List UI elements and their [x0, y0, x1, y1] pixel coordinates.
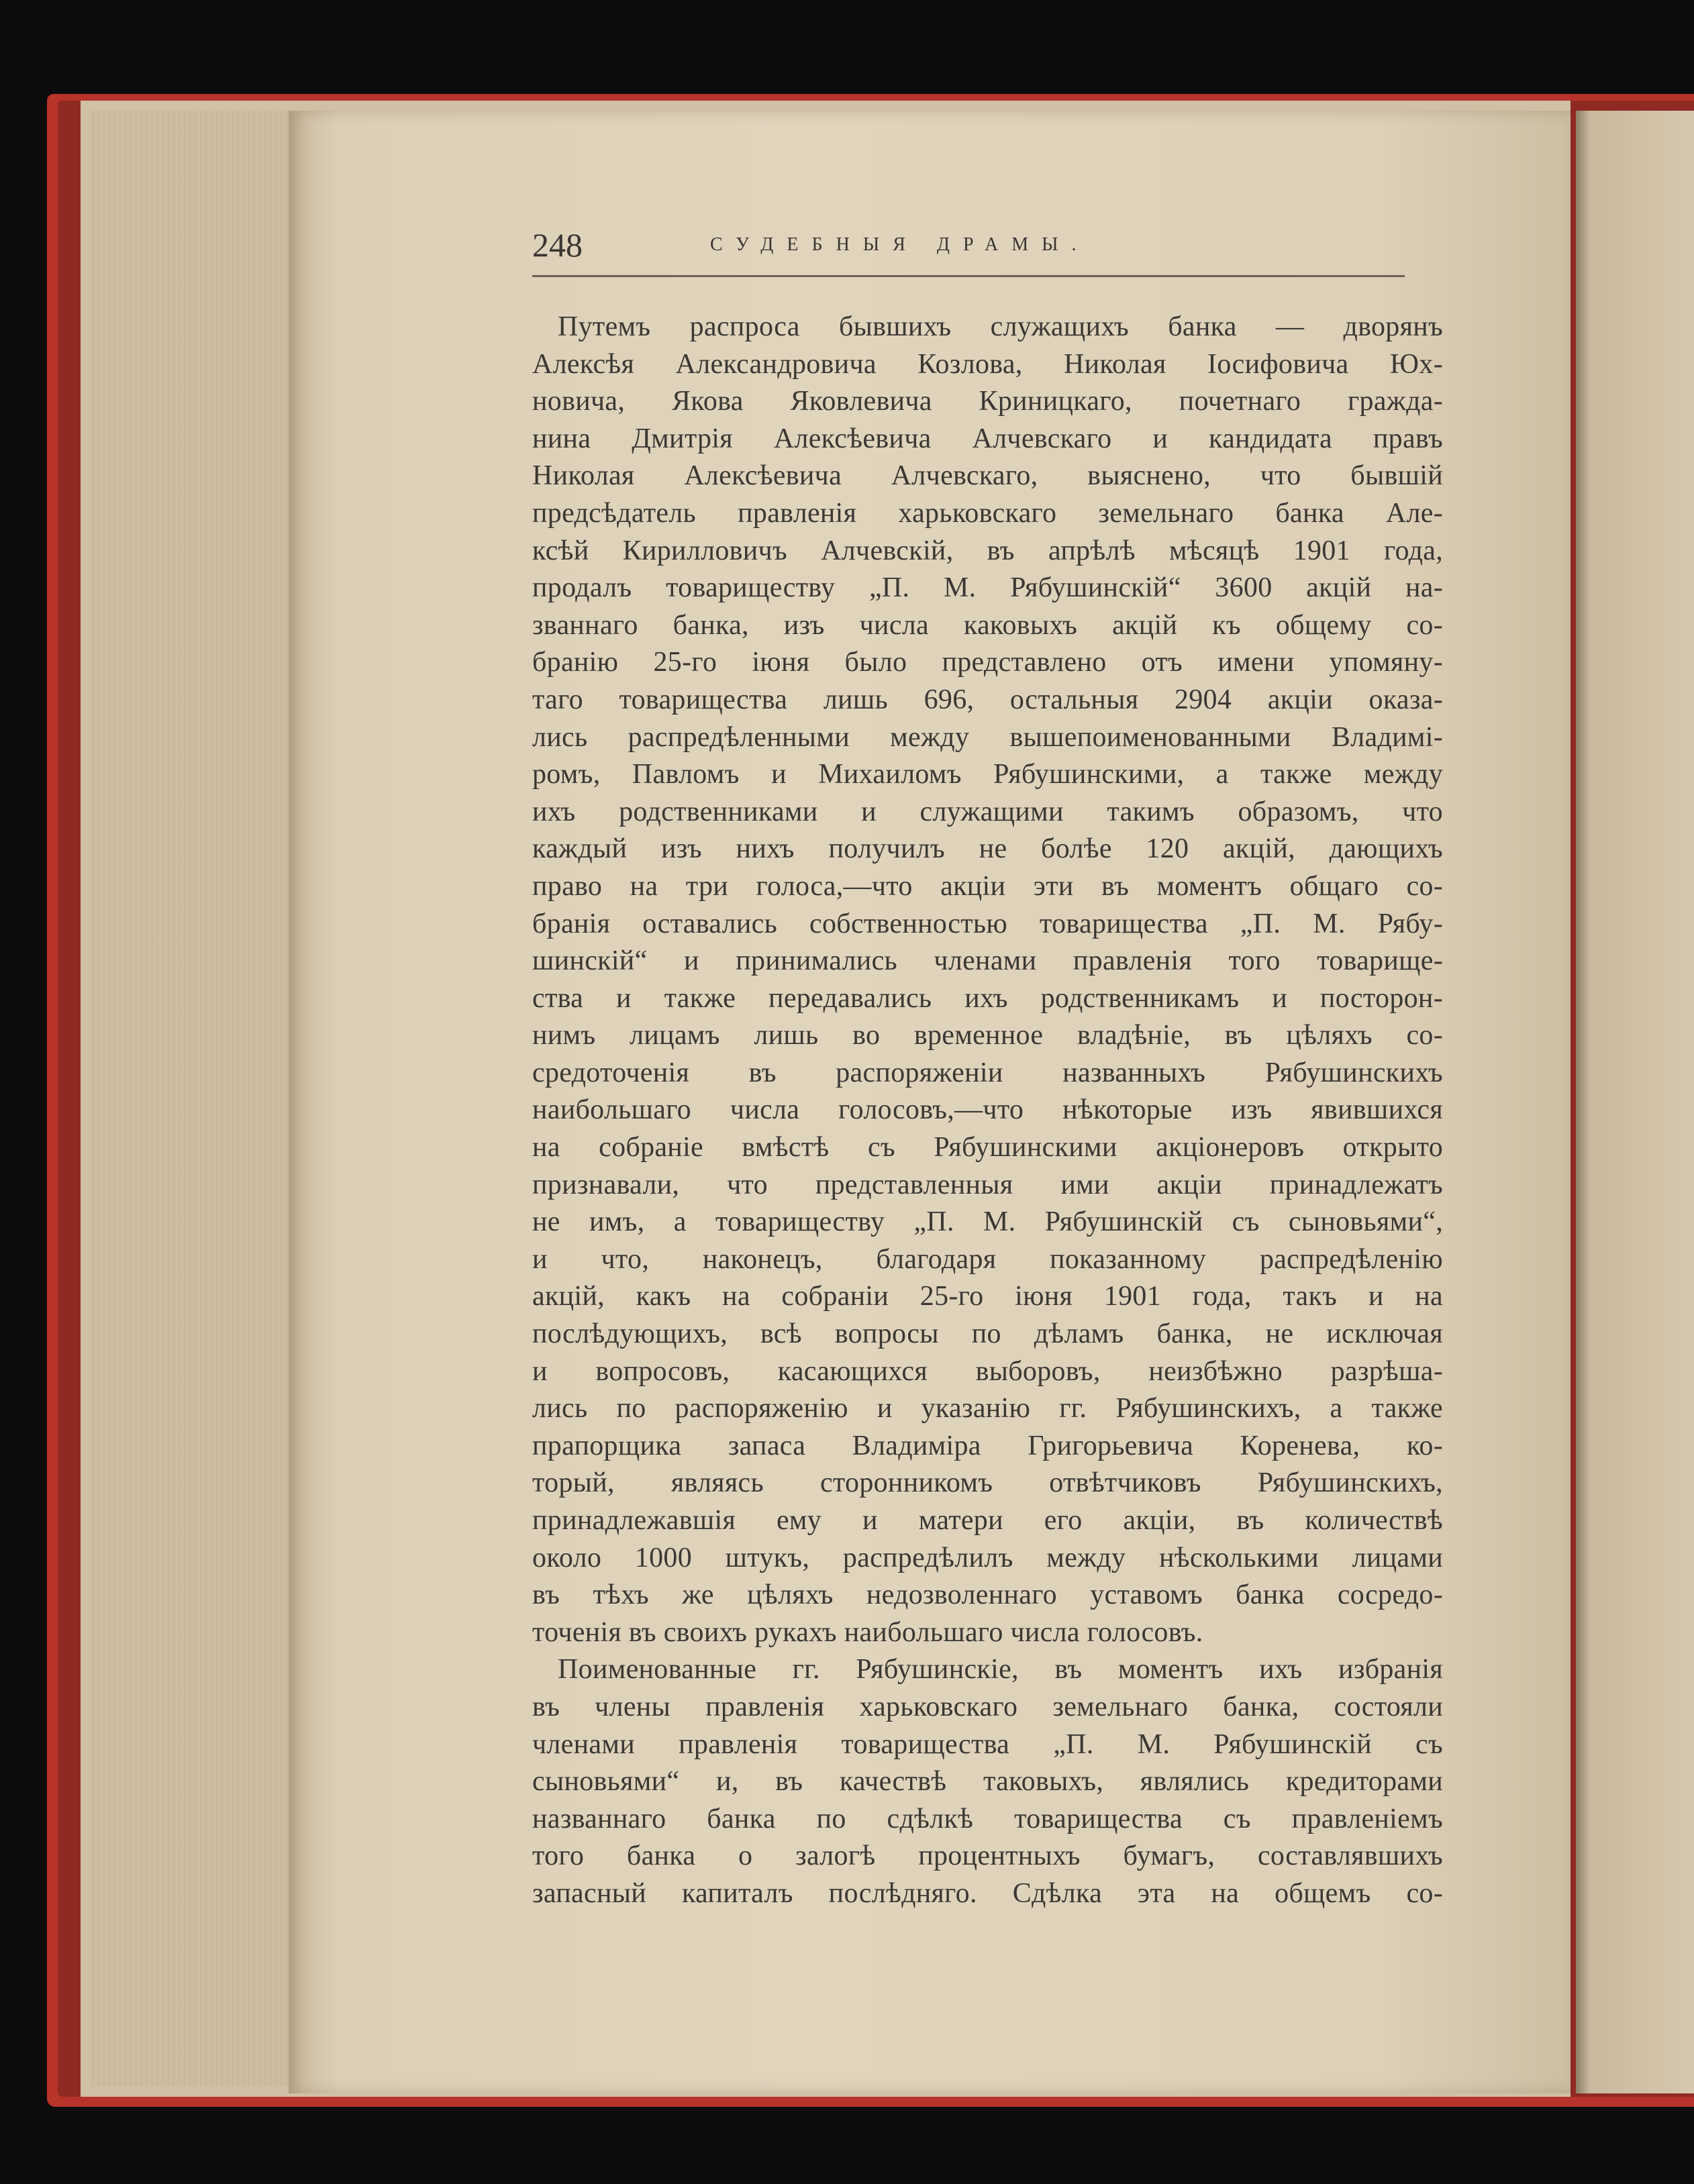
running-title: СУДЕБНЫЯ ДРАМЫ.: [710, 234, 1090, 255]
text-line: каждый изъ нихъ получилъ не болѣе 120 акцій, дающихъ: [532, 833, 1443, 865]
text-line: названнаго банка по сдѣлкѣ товарищества съ правленіемъ: [532, 1803, 1443, 1834]
text-line: акцій, какъ на собраніи 25-го іюня 1901 года, такъ и на: [532, 1281, 1443, 1312]
text-line: предсѣдатель правленія харьковскаго земельнаго банка Але-: [532, 497, 1443, 529]
text-line: въ тѣхъ же цѣляхъ недозволеннаго уставомъ банка сосредо-: [532, 1579, 1443, 1611]
text-line: Путемъ распроса бывшихъ служащихъ банка — дворянъ: [558, 311, 1443, 342]
page-number: 248: [532, 226, 583, 264]
text-line: лись по распоряженію и указанію гг. Рябушинскихъ, а также: [532, 1393, 1443, 1424]
text-line: ксѣй Кирилловичъ Алчевскій, въ апрѣлѣ мѣсяцѣ 1901 года,: [532, 535, 1443, 566]
text-line: признавали, что представленныя ими акціи принадлежатъ: [532, 1169, 1443, 1200]
text-line: запасный капиталъ послѣдняго. Сдѣлка эта на общемъ со-: [532, 1877, 1443, 1909]
text-line: таго товарищества лишь 696, остальныя 2904 акціи оказа-: [532, 684, 1443, 715]
text-line: Николая Алексѣевича Алчевскаго, выяснено, что бывшій: [532, 460, 1443, 492]
text-line: послѣдующихъ, всѣ вопросы по дѣламъ банка, не исключая: [532, 1318, 1443, 1350]
body-text: [532, 309, 1443, 1913]
page-edges: [91, 111, 312, 2087]
text-line: и что, наконецъ, благодаря показанному распредѣленію: [532, 1243, 1443, 1275]
text-line: бранія оставались собственностью товарищества „П. М. Рябу-: [532, 908, 1443, 939]
text-line: ства и также передавались ихъ родственникамъ и посторон-: [532, 982, 1443, 1014]
text-line: нина Дмитрія Алексѣевича Алчевскаго и кандидата правъ: [532, 423, 1443, 454]
text-line: въ члены правленія харьковскаго земельнаго банка, состояли: [532, 1691, 1443, 1722]
text-line: прапорщика запаса Владиміра Григорьевича Коренева, ко-: [532, 1430, 1443, 1461]
text-line: ихъ родственниками и служащими такимъ образомъ, что: [532, 796, 1443, 827]
text-line: того банка о залогѣ процентныхъ бумагъ, составлявшихъ: [532, 1840, 1443, 1872]
text-line: нимъ лицамъ лишь во временное владѣніе, въ цѣляхъ со-: [532, 1020, 1443, 1051]
text-line: на собраніе вмѣстѣ съ Рябушинскими акціонеровъ открыто: [532, 1132, 1443, 1163]
text-line: и вопросовъ, касающихся выборовъ, неизбѣжно разрѣша-: [532, 1355, 1443, 1387]
text-line: торый, являясь сторонникомъ отвѣтчиковъ Рябушинскихъ,: [532, 1467, 1443, 1499]
text-line: принадлежавшія ему и матери его акціи, въ количествѣ: [532, 1505, 1443, 1536]
text-line: не имъ, а товариществу „П. М. Рябушинскій съ сыновьями“,: [532, 1206, 1443, 1238]
header-rule: [532, 275, 1405, 277]
text-line: ромъ, Павломъ и Михаиломъ Рябушинскими, а также между: [532, 759, 1443, 790]
text-line: право на три голоса,—что акціи эти въ моментъ общаго со-: [532, 870, 1443, 902]
text-line: бранію 25-го іюня было представлено отъ имени упомяну-: [532, 647, 1443, 678]
text-line: Поименованные гг. Рябушинскіе, въ моментъ ихъ избранія: [558, 1654, 1443, 1685]
text-line: Алексѣя Александровича Козлова, Николая Іосифовича Юх-: [532, 348, 1443, 380]
text-line: лись распредѣленными между вышепоименованными Владимі-: [532, 721, 1443, 753]
text-line: членами правленія товарищества „П. М. Рябушинскій съ: [532, 1728, 1443, 1760]
text-line: около 1000 штукъ, распредѣлилъ между нѣсколькими лицами: [532, 1542, 1443, 1573]
text-line: шинскій“ и принимались членами правленія того товарище-: [532, 945, 1443, 977]
text-line: наибольшаго числа голосовъ,—что нѣкоторые изъ явившихся: [532, 1094, 1443, 1126]
text-line: точенія въ своихъ рукахъ наибольшаго числа голосовъ.: [532, 1616, 1203, 1648]
running-head: [532, 225, 1405, 265]
text-line: продалъ товариществу „П. М. Рябушинскій“ 3600 акцій на-: [532, 572, 1443, 604]
text-line: новича, Якова Яковлевича Криницкаго, почетнаго гражда-: [532, 386, 1443, 417]
text-line: званнаго банка, изъ числа каковыхъ акцій къ общему со-: [532, 609, 1443, 641]
next-page-edge: [1576, 111, 1694, 2093]
text-line: сыновьями“ и, въ качествѣ таковыхъ, являлись кредиторами: [532, 1766, 1443, 1798]
text-line: средоточенія въ распоряженіи названныхъ Рябушинскихъ: [532, 1057, 1443, 1088]
